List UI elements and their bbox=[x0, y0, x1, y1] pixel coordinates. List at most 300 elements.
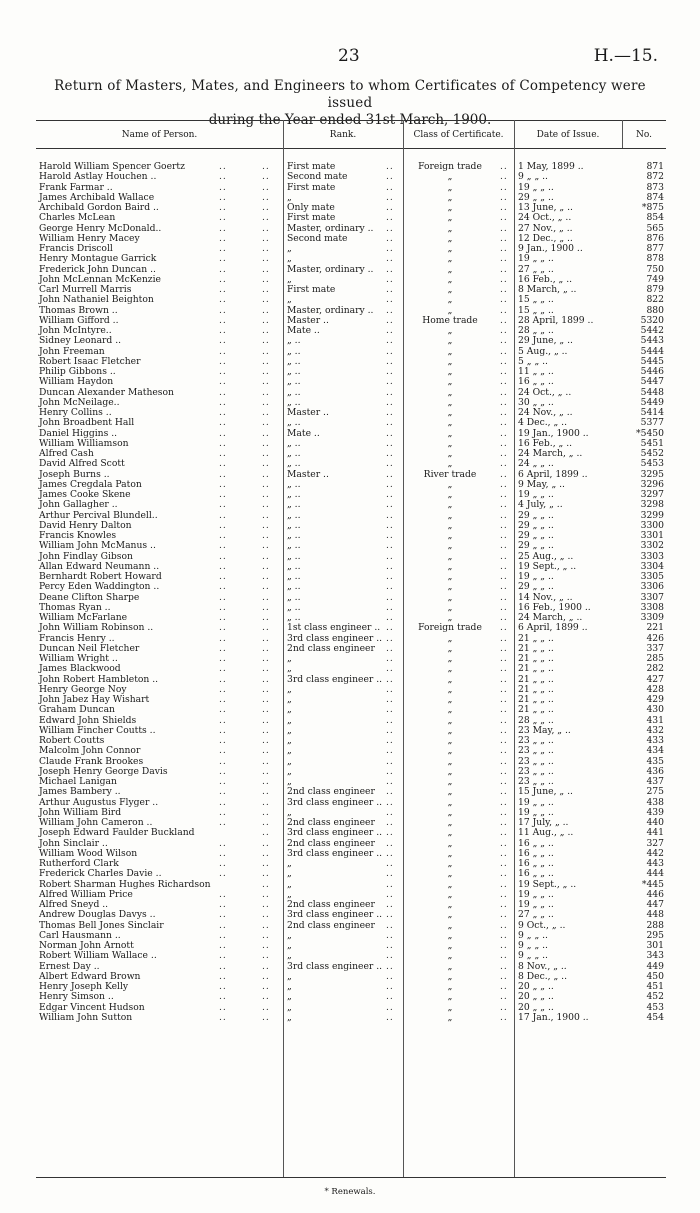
person-name: Joseph Burns .. bbox=[39, 468, 110, 480]
certificate-class: „ bbox=[447, 376, 453, 388]
leader-dots: .. bbox=[262, 407, 270, 418]
leader-dots: .. bbox=[262, 273, 270, 285]
certificates-table bbox=[0, 162, 700, 1023]
certificate-class: Home trade bbox=[422, 314, 478, 326]
rank: „ .. bbox=[287, 478, 301, 490]
leader-dots: .. bbox=[386, 806, 394, 818]
leader-dots: .. bbox=[262, 489, 270, 500]
leader-dots: .. bbox=[386, 191, 394, 203]
leader-dots: .. bbox=[262, 970, 270, 982]
certificate-class: „ bbox=[447, 458, 453, 470]
date-of-issue: 29 „ „ .. bbox=[518, 191, 554, 203]
certificate-number: 878 bbox=[646, 253, 664, 265]
certificate-number: 5449 bbox=[640, 396, 664, 408]
person-name: Henry Collins .. bbox=[39, 407, 112, 418]
leader-dots: .. bbox=[262, 735, 270, 746]
rank: „ .. bbox=[287, 571, 301, 582]
leader-dots: .. bbox=[500, 243, 508, 254]
certificate-number: 285 bbox=[646, 653, 664, 664]
leader-dots: .. bbox=[386, 673, 394, 685]
rank: „ bbox=[287, 724, 292, 736]
date-of-issue: 29 June, „ .. bbox=[518, 335, 573, 347]
leader-dots: .. bbox=[386, 858, 394, 869]
leader-dots: .. bbox=[262, 745, 270, 757]
leader-dots: .. bbox=[500, 724, 508, 736]
leader-dots: .. bbox=[386, 1011, 394, 1023]
rank: 3rd class engineer .. bbox=[287, 673, 383, 685]
leader-dots: .. bbox=[262, 232, 270, 244]
person-name: Archibald Gordon Baird .. bbox=[39, 202, 159, 213]
certificate-class: „ bbox=[447, 253, 453, 265]
leader-dots: .. bbox=[219, 612, 227, 623]
leader-dots: .. bbox=[262, 427, 270, 439]
leader-dots: .. bbox=[500, 202, 508, 213]
leader-dots: .. bbox=[386, 396, 394, 408]
leader-dots: .. bbox=[500, 878, 508, 890]
leader-dots: .. bbox=[262, 950, 270, 962]
leader-dots: .. bbox=[262, 437, 270, 449]
leader-dots: .. bbox=[386, 765, 394, 777]
certificate-class: „ bbox=[447, 263, 453, 275]
rank: „ bbox=[287, 663, 292, 675]
rank: 2nd class engineer bbox=[287, 817, 375, 828]
certificate-class: „ bbox=[447, 837, 453, 849]
leader-dots: .. bbox=[500, 929, 508, 941]
leader-dots: .. bbox=[219, 673, 227, 685]
person-name: John Robert Hambleton .. bbox=[39, 673, 159, 685]
leader-dots: .. bbox=[386, 981, 394, 992]
leader-dots: .. bbox=[219, 581, 227, 593]
certificate-class: „ bbox=[447, 858, 453, 869]
certificate-class: „ bbox=[447, 632, 453, 644]
leader-dots: .. bbox=[262, 817, 270, 828]
leader-dots: .. bbox=[219, 806, 227, 818]
leader-dots: .. bbox=[386, 991, 394, 1003]
leader-dots: .. bbox=[386, 243, 394, 254]
table-row bbox=[0, 992, 700, 1002]
leader-dots: .. bbox=[219, 755, 227, 767]
rank: Master .. bbox=[287, 314, 329, 326]
leader-dots: .. bbox=[386, 571, 394, 582]
certificate-number: 749 bbox=[646, 273, 664, 285]
rank: „ bbox=[287, 940, 292, 951]
certificate-number: 428 bbox=[646, 683, 664, 695]
date-of-issue: 29 „ „ .. bbox=[518, 581, 554, 593]
leader-dots: .. bbox=[219, 304, 227, 316]
rank: 3rd class engineer .. bbox=[287, 847, 383, 859]
table-bottom-rule bbox=[36, 1177, 666, 1178]
certificate-class: „ bbox=[447, 530, 453, 541]
rank: 2nd class engineer bbox=[287, 786, 375, 798]
rank: Master, ordinary .. bbox=[287, 304, 374, 316]
leader-dots: .. bbox=[386, 560, 394, 572]
certificate-class: „ bbox=[447, 232, 453, 244]
certificate-class: „ bbox=[447, 560, 453, 572]
certificate-class: „ bbox=[447, 673, 453, 685]
leader-dots: .. bbox=[219, 960, 227, 972]
leader-dots: .. bbox=[262, 509, 270, 521]
leader-dots: .. bbox=[262, 786, 270, 798]
leader-dots: .. bbox=[219, 776, 227, 787]
certificate-class: „ bbox=[447, 909, 453, 921]
rank: „ .. bbox=[287, 355, 301, 367]
leader-dots: .. bbox=[500, 806, 508, 818]
table-row bbox=[0, 623, 700, 633]
certificate-class: „ bbox=[447, 827, 453, 839]
leader-dots: .. bbox=[386, 366, 394, 377]
certificate-number: 3304 bbox=[640, 560, 664, 572]
certificate-number: 3307 bbox=[640, 591, 664, 603]
certificate-number: 288 bbox=[646, 919, 664, 931]
certificate-class: „ bbox=[447, 796, 453, 808]
leader-dots: .. bbox=[262, 642, 270, 654]
leader-dots: .. bbox=[386, 940, 394, 951]
certificate-number: 435 bbox=[646, 755, 664, 767]
leader-dots: .. bbox=[219, 724, 227, 736]
person-name: John McLennan McKenzie bbox=[39, 273, 161, 285]
rank: „ .. bbox=[287, 509, 301, 521]
certificate-number: 877 bbox=[646, 243, 664, 254]
leader-dots: .. bbox=[262, 253, 270, 265]
person-name: Harold William Spencer Goertz bbox=[39, 161, 185, 172]
leader-dots: .. bbox=[500, 345, 508, 357]
certificate-number: 432 bbox=[646, 724, 664, 736]
date-of-issue: 29 „ „ .. bbox=[518, 540, 554, 552]
person-name: William John Sutton bbox=[39, 1011, 133, 1023]
certificate-number: 3296 bbox=[640, 478, 664, 490]
leader-dots: .. bbox=[219, 745, 227, 757]
certificate-number: 879 bbox=[646, 284, 664, 295]
leader-dots: .. bbox=[262, 478, 270, 490]
leader-dots: .. bbox=[386, 263, 394, 275]
date-of-issue: 16 „ „ .. bbox=[518, 376, 554, 388]
certificate-number: 873 bbox=[646, 181, 664, 193]
leader-dots: .. bbox=[262, 366, 270, 377]
leader-dots: .. bbox=[500, 253, 508, 265]
leader-dots: .. bbox=[262, 263, 270, 275]
rank: „ .. bbox=[287, 417, 301, 429]
date-of-issue: 9 Jan., 1900 .. bbox=[518, 243, 583, 254]
leader-dots: .. bbox=[262, 601, 270, 613]
leader-dots: .. bbox=[386, 437, 394, 449]
leader-dots: .. bbox=[500, 335, 508, 347]
rank: „ bbox=[287, 868, 292, 880]
certificate-number: 5445 bbox=[640, 355, 664, 367]
person-name: John Broadbent Hall bbox=[39, 417, 135, 429]
leader-dots: .. bbox=[219, 458, 227, 470]
certificate-number: 439 bbox=[646, 806, 664, 818]
certificate-number: 343 bbox=[646, 950, 664, 962]
certificate-number: 448 bbox=[646, 909, 664, 921]
leader-dots: .. bbox=[262, 396, 270, 408]
leader-dots: .. bbox=[262, 560, 270, 572]
leader-dots: .. bbox=[262, 847, 270, 859]
date-of-issue: 23 „ „ .. bbox=[518, 776, 554, 787]
leader-dots: .. bbox=[219, 509, 227, 521]
date-of-issue: 30 „ „ .. bbox=[518, 396, 554, 408]
certificate-class: „ bbox=[447, 612, 453, 623]
person-name: William Williamson bbox=[39, 437, 129, 449]
rank: „ bbox=[287, 991, 292, 1003]
leader-dots: .. bbox=[219, 519, 227, 531]
rank: First mate bbox=[287, 212, 336, 224]
leader-dots: .. bbox=[219, 714, 227, 726]
certificate-number: 3306 bbox=[640, 581, 664, 593]
date-of-issue: 9 „ „ .. bbox=[518, 929, 548, 941]
leader-dots: .. bbox=[500, 653, 508, 664]
leader-dots: .. bbox=[500, 489, 508, 500]
date-of-issue: 21 „ „ .. bbox=[518, 673, 554, 685]
leader-dots: .. bbox=[386, 847, 394, 859]
leader-dots: .. bbox=[262, 899, 270, 910]
date-of-issue: 23 May, „ .. bbox=[518, 724, 571, 736]
date-of-issue: 16 „ „ .. bbox=[518, 837, 554, 849]
certificate-number: 3299 bbox=[640, 509, 664, 521]
table-row bbox=[0, 869, 700, 879]
person-name: Francis Knowles bbox=[39, 530, 117, 541]
header-bottom-rule bbox=[36, 148, 666, 149]
certificate-number: 426 bbox=[646, 632, 664, 644]
person-name: Francis Henry .. bbox=[39, 632, 115, 644]
date-of-issue: 29 „ „ .. bbox=[518, 519, 554, 531]
certificate-class: „ bbox=[447, 1011, 453, 1023]
certificate-class: „ bbox=[447, 653, 453, 664]
rank: „ bbox=[287, 745, 292, 757]
date-of-issue: 6 April, 1899 .. bbox=[518, 622, 588, 634]
certificate-class: „ bbox=[447, 191, 453, 203]
certificate-number: 454 bbox=[646, 1011, 664, 1023]
page-header bbox=[0, 46, 700, 68]
leader-dots: .. bbox=[386, 653, 394, 664]
date-of-issue: 12 Dec., „ .. bbox=[518, 232, 573, 244]
date-of-issue: 19 „ „ .. bbox=[518, 899, 554, 910]
leader-dots: .. bbox=[219, 571, 227, 582]
certificate-number: 3302 bbox=[640, 540, 664, 552]
rank: Mate .. bbox=[287, 427, 320, 439]
leader-dots: .. bbox=[219, 314, 227, 326]
person-name: Joseph Henry George Davis bbox=[39, 765, 168, 777]
certificate-number: 301 bbox=[646, 940, 664, 951]
date-of-issue: 16 Feb., „ .. bbox=[518, 273, 573, 285]
certificate-class: „ bbox=[447, 683, 453, 695]
certificate-number: 429 bbox=[646, 694, 664, 705]
leader-dots: .. bbox=[219, 284, 227, 295]
leader-dots: .. bbox=[500, 468, 508, 480]
leader-dots: .. bbox=[500, 181, 508, 193]
date-of-issue: 5 Aug., „ .. bbox=[518, 345, 568, 357]
leader-dots: .. bbox=[500, 642, 508, 654]
certificate-class: „ bbox=[447, 540, 453, 552]
date-of-issue: 5 „ „ .. bbox=[518, 355, 548, 367]
leader-dots: .. bbox=[386, 386, 394, 398]
certificate-number: 436 bbox=[646, 765, 664, 777]
rank: „ .. bbox=[287, 489, 301, 500]
leader-dots: .. bbox=[500, 366, 508, 377]
certificate-number: 295 bbox=[646, 929, 664, 941]
certificate-class: „ bbox=[447, 888, 453, 900]
table-row bbox=[0, 418, 700, 428]
leader-dots: .. bbox=[386, 458, 394, 470]
date-of-issue: 9 May, „ .. bbox=[518, 478, 565, 490]
date-of-issue: 20 „ „ .. bbox=[518, 991, 554, 1003]
date-of-issue: 19 Sept., „ .. bbox=[518, 878, 577, 890]
date-of-issue: 24 Nov., „ .. bbox=[518, 407, 573, 418]
certificate-number: 451 bbox=[646, 981, 664, 992]
leader-dots: .. bbox=[386, 724, 394, 736]
table-row bbox=[0, 254, 700, 264]
table-row bbox=[0, 746, 700, 756]
leader-dots: .. bbox=[500, 694, 508, 705]
leader-dots: .. bbox=[262, 294, 270, 306]
rank: „ bbox=[287, 755, 292, 767]
leader-dots: .. bbox=[500, 1011, 508, 1023]
leader-dots: .. bbox=[219, 632, 227, 644]
person-name: Norman John Arnott bbox=[39, 940, 134, 951]
table-row bbox=[0, 828, 700, 838]
certificate-number: 3297 bbox=[640, 489, 664, 500]
date-of-issue: 28 „ „ .. bbox=[518, 714, 554, 726]
leader-dots: .. bbox=[262, 673, 270, 685]
leader-dots: .. bbox=[386, 878, 394, 890]
leader-dots: .. bbox=[262, 550, 270, 562]
certificate-number: 5443 bbox=[640, 335, 664, 347]
leader-dots: .. bbox=[386, 683, 394, 695]
leader-dots: .. bbox=[219, 694, 227, 705]
leader-dots: .. bbox=[262, 355, 270, 367]
leader-dots: .. bbox=[500, 232, 508, 244]
certificate-number: 447 bbox=[646, 899, 664, 910]
leader-dots: .. bbox=[386, 478, 394, 490]
rank: „ bbox=[287, 694, 292, 705]
certificate-class: „ bbox=[447, 325, 453, 336]
leader-dots: .. bbox=[262, 376, 270, 388]
leader-dots: .. bbox=[500, 858, 508, 869]
date-of-issue: 19 „ „ .. bbox=[518, 253, 554, 265]
leader-dots: .. bbox=[500, 612, 508, 623]
leader-dots: .. bbox=[219, 940, 227, 951]
leader-dots: .. bbox=[262, 325, 270, 336]
leader-dots: .. bbox=[386, 929, 394, 941]
person-name: Robert William Wallace .. bbox=[39, 950, 157, 962]
date-of-issue: 19 „ „ .. bbox=[518, 181, 554, 193]
person-name: Carl Murrell Marris bbox=[39, 284, 132, 295]
person-name: Alfred Cash bbox=[39, 448, 94, 459]
certificate-class: „ bbox=[447, 427, 453, 439]
leader-dots: .. bbox=[262, 571, 270, 582]
date-of-issue: 9 „ „ .. bbox=[518, 950, 548, 962]
date-of-issue: 25 Aug., „ .. bbox=[518, 550, 574, 562]
date-of-issue: 19 Sept., „ .. bbox=[518, 560, 577, 572]
document-reference: H.—15. bbox=[593, 46, 658, 66]
rank: Mate .. bbox=[287, 325, 320, 336]
table-row bbox=[0, 295, 700, 305]
leader-dots: .. bbox=[500, 704, 508, 716]
leader-dots: .. bbox=[262, 827, 270, 839]
leader-dots: .. bbox=[219, 417, 227, 429]
certificate-class: „ bbox=[447, 171, 453, 183]
leader-dots: .. bbox=[500, 950, 508, 962]
leader-dots: .. bbox=[386, 909, 394, 921]
leader-dots: .. bbox=[219, 161, 227, 172]
leader-dots: .. bbox=[386, 663, 394, 675]
leader-dots: .. bbox=[500, 909, 508, 921]
certificate-number: 565 bbox=[646, 222, 664, 234]
leader-dots: .. bbox=[500, 765, 508, 777]
date-of-issue: 17 July, „ .. bbox=[518, 817, 569, 828]
leader-dots: .. bbox=[500, 171, 508, 183]
leader-dots: .. bbox=[219, 407, 227, 418]
certificate-number: 874 bbox=[646, 191, 664, 203]
person-name: Sidney Leonard .. bbox=[39, 335, 122, 347]
rank: 2nd class engineer bbox=[287, 899, 375, 910]
leader-dots: .. bbox=[219, 273, 227, 285]
certificate-class: „ bbox=[447, 355, 453, 367]
rank: First mate bbox=[287, 284, 336, 295]
leader-dots: .. bbox=[500, 837, 508, 849]
leader-dots: .. bbox=[262, 714, 270, 726]
person-name: John Jabez Hay Wishart bbox=[39, 694, 150, 705]
leader-dots: .. bbox=[262, 991, 270, 1003]
person-name: John William Bird bbox=[39, 806, 122, 818]
person-name: Thomas Brown .. bbox=[39, 304, 118, 316]
date-of-issue: 9 „ „ .. bbox=[518, 171, 548, 183]
certificate-class: „ bbox=[447, 222, 453, 234]
leader-dots: .. bbox=[219, 550, 227, 562]
certificate-number: 5442 bbox=[640, 325, 664, 336]
certificate-number: 221 bbox=[646, 622, 664, 634]
leader-dots: .. bbox=[500, 458, 508, 470]
leader-dots: .. bbox=[219, 191, 227, 203]
certificate-class: Foreign trade bbox=[418, 622, 482, 634]
leader-dots: .. bbox=[262, 284, 270, 295]
date-of-issue: 11 „ „ .. bbox=[518, 366, 554, 377]
leader-dots: .. bbox=[386, 530, 394, 541]
table-row bbox=[0, 213, 700, 223]
leader-dots: .. bbox=[500, 550, 508, 562]
rank: „ bbox=[287, 888, 292, 900]
date-of-issue: 16 Feb., „ .. bbox=[518, 437, 573, 449]
leader-dots: .. bbox=[500, 478, 508, 490]
table-row bbox=[0, 664, 700, 674]
rank: „ .. bbox=[287, 581, 301, 593]
leader-dots: .. bbox=[500, 314, 508, 326]
leader-dots: .. bbox=[386, 714, 394, 726]
leader-dots: .. bbox=[219, 765, 227, 777]
leader-dots: .. bbox=[386, 499, 394, 511]
certificate-number: 327 bbox=[646, 837, 664, 849]
person-name: James Archibald Wallace bbox=[39, 191, 155, 203]
certificate-number: 449 bbox=[646, 960, 664, 972]
rank: „ .. bbox=[287, 499, 301, 511]
leader-dots: .. bbox=[219, 499, 227, 511]
leader-dots: .. bbox=[219, 981, 227, 992]
rank: „ bbox=[287, 858, 292, 869]
person-name: William Wood Wilson bbox=[39, 847, 138, 859]
certificate-number: 282 bbox=[646, 663, 664, 675]
table-row bbox=[0, 172, 700, 182]
certificate-number: 444 bbox=[646, 868, 664, 880]
rank: Master, ordinary .. bbox=[287, 263, 374, 275]
date-of-issue: 24 March, „ .. bbox=[518, 612, 583, 623]
leader-dots: .. bbox=[219, 653, 227, 664]
leader-dots: .. bbox=[386, 888, 394, 900]
rank: 3rd class engineer .. bbox=[287, 632, 383, 644]
rank: „ .. bbox=[287, 612, 301, 623]
leader-dots: .. bbox=[500, 519, 508, 531]
certificate-number: 438 bbox=[646, 796, 664, 808]
leader-dots: .. bbox=[219, 253, 227, 265]
rank: First mate bbox=[287, 181, 336, 193]
